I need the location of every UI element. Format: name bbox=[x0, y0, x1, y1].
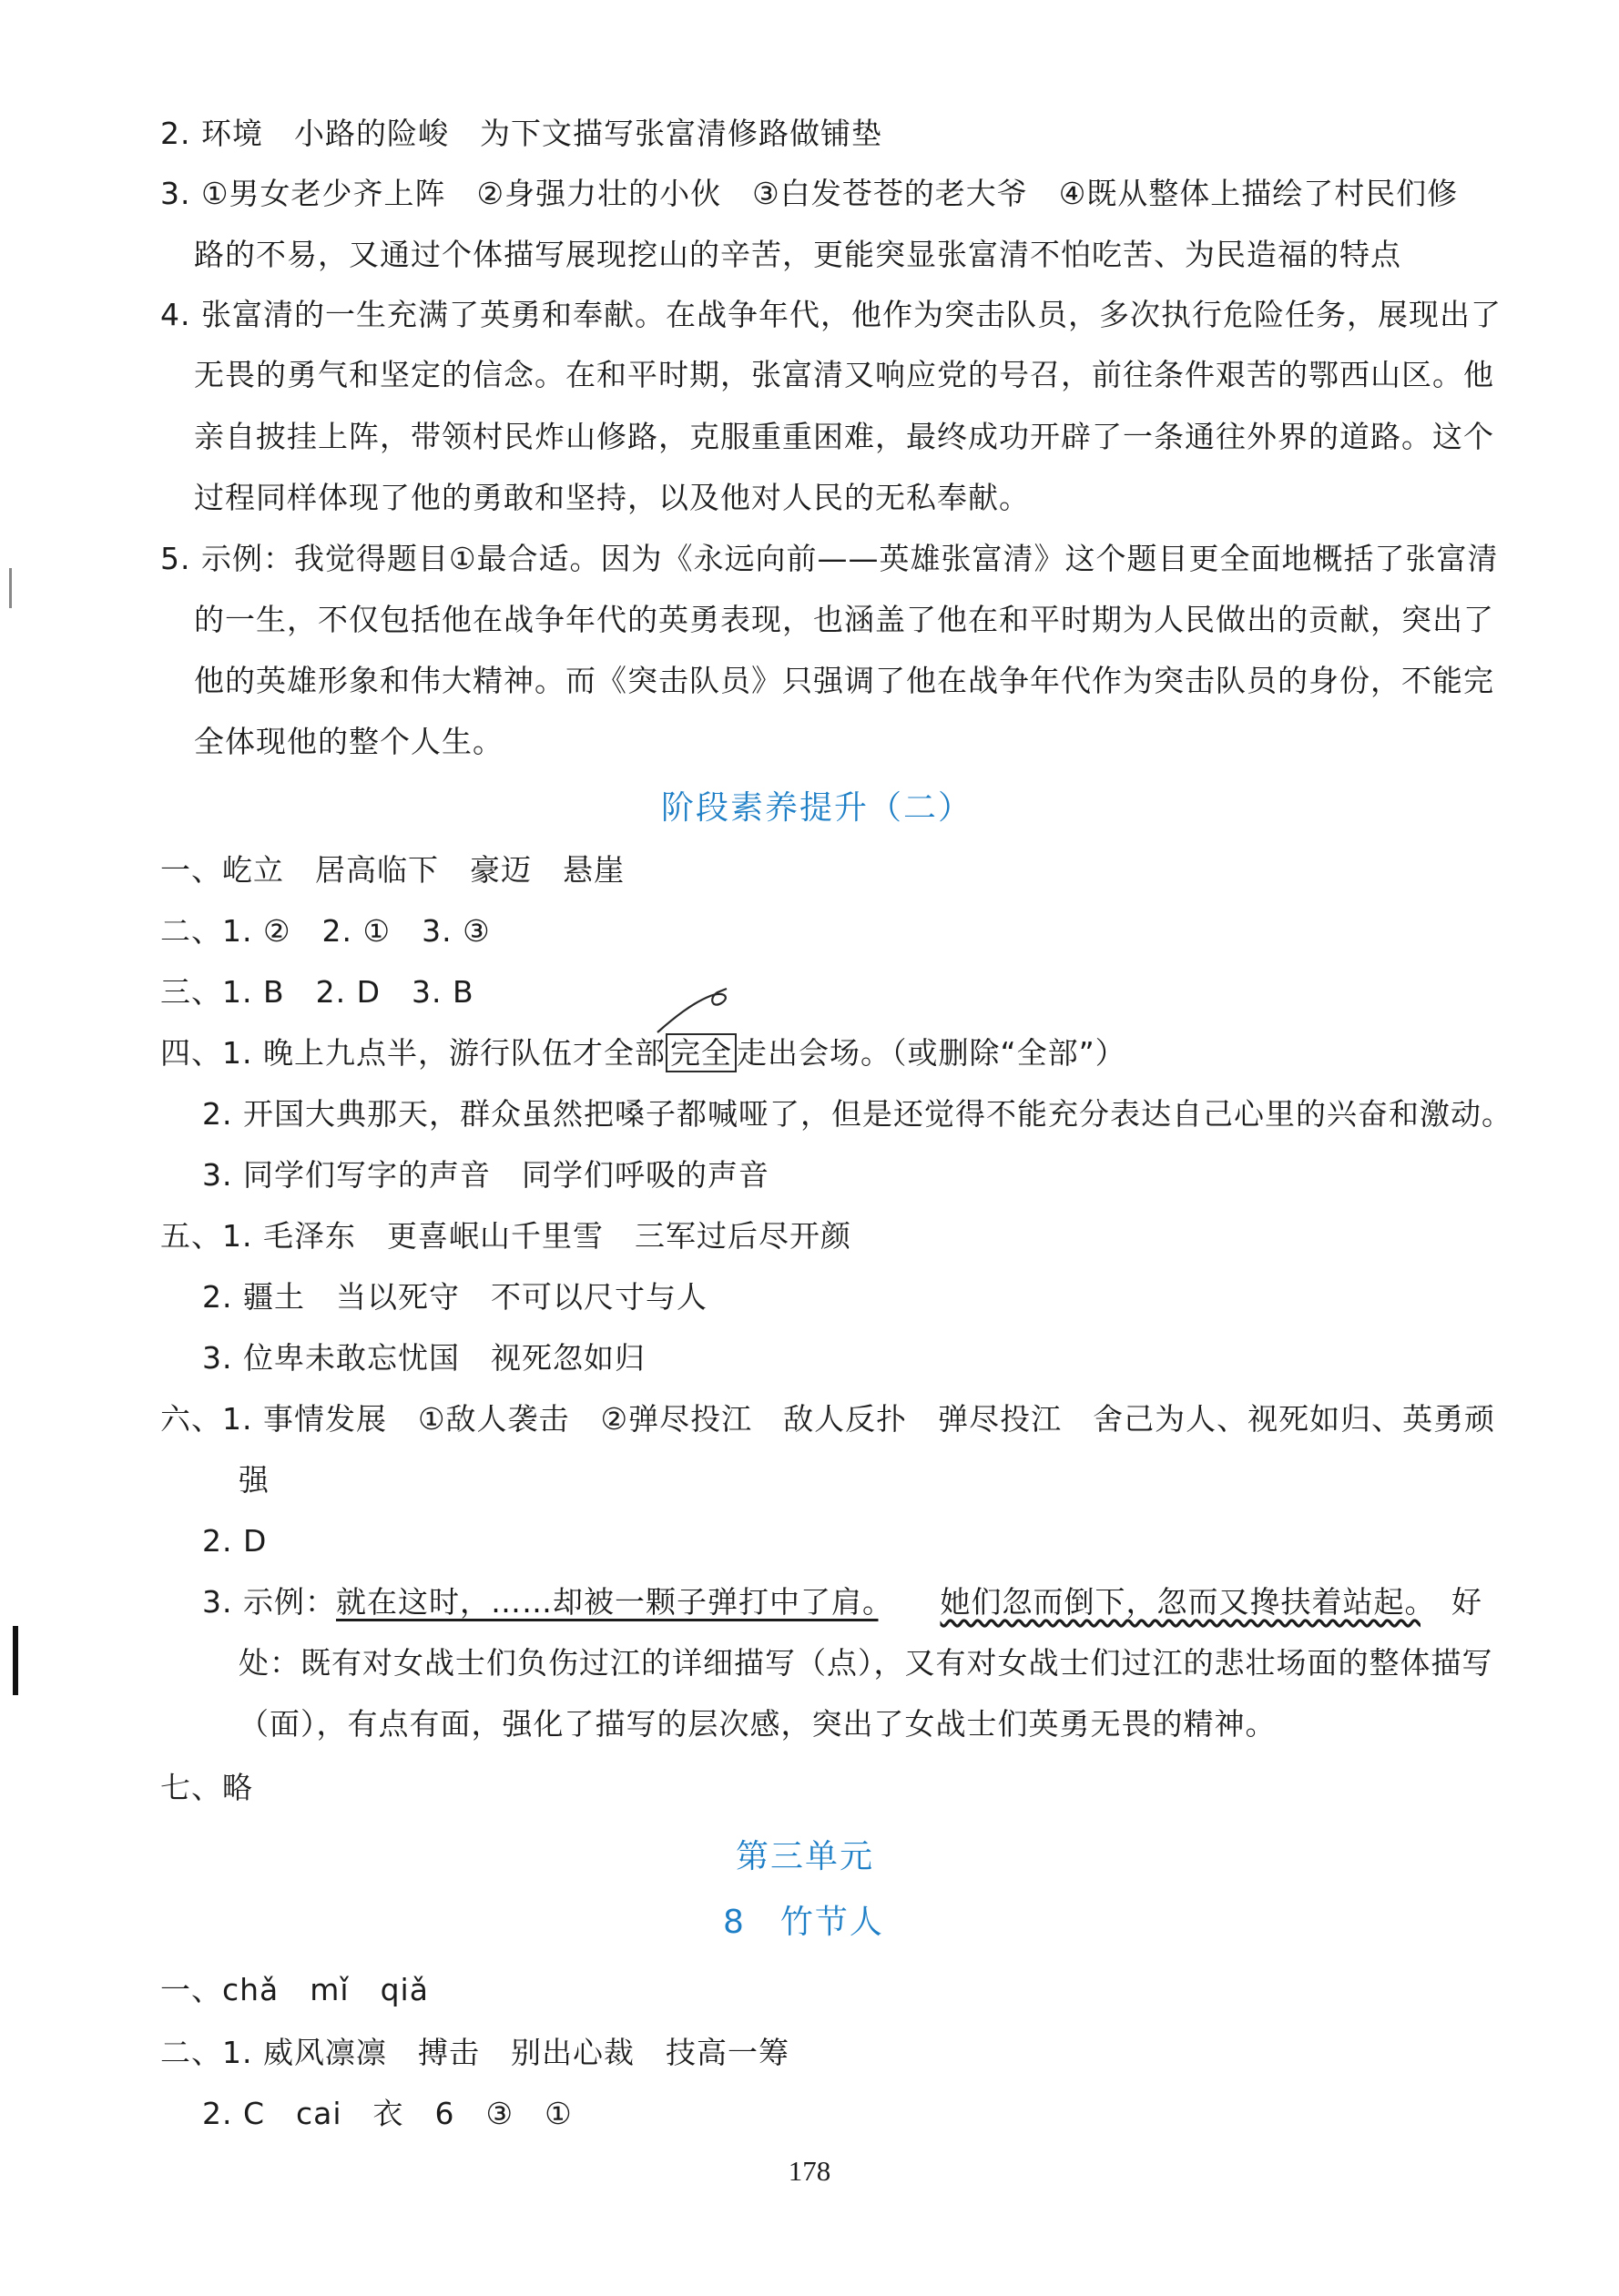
answer-line: 亲自披挂上阵，带领村民炸山修路，克服重重困难，最终成功开辟了一条通往外界的道路。这个 bbox=[194, 419, 1494, 454]
answer-line: 3. 位卑未敢忘忧国 视死忽如归 bbox=[202, 1340, 646, 1376]
answer-line: 五、1. 毛泽东 更喜岷山千里雪 三军过后尽开颜 bbox=[160, 1218, 851, 1254]
answer-line: 路的不易，又通过个体描写展现挖山的辛苦，更能突显张富清不怕吃苦、为民造福的特点 bbox=[194, 237, 1401, 272]
answer-line: 的一生，不仅包括他在战争年代的英勇表现，也涵盖了他在和平时期为人民做出的贡献，突出了 bbox=[194, 602, 1494, 637]
wavy-underlined-quote: 她们忽而倒下，忽而又搀扶着站起。 bbox=[940, 1584, 1420, 1620]
answer-line: 一、chǎ mǐ qiǎ bbox=[160, 1972, 429, 2007]
answer-text: 3. 示例： bbox=[202, 1584, 336, 1620]
answer-line: 一、屹立 居高临下 豪迈 悬崖 bbox=[160, 852, 625, 888]
answer-line: 六、1. 事情发展 ①敌人袭击 ②弹尽投江 敌人反扑 弹尽投江 舍己为人、视死如归、英勇顽 bbox=[160, 1401, 1496, 1437]
answer-line bbox=[160, 1033, 1126, 1073]
lesson-title: 8 竹节人 bbox=[723, 1904, 884, 1941]
answer-line: 全体现他的整个人生。 bbox=[194, 724, 504, 759]
answer-line: 2. D bbox=[202, 1523, 268, 1559]
answer-line: （面），有点有面，强化了描写的层次感，突出了女战士们英勇无畏的精神。 bbox=[239, 1706, 1277, 1742]
answer-line: 2. 环境 小路的险峻 为下文描写张富清修路做铺垫 bbox=[160, 116, 882, 151]
section-title: 阶段素养提升（二） bbox=[661, 789, 973, 827]
unit-title: 第三单元 bbox=[736, 1838, 875, 1875]
scan-edge-mark bbox=[13, 1626, 18, 1695]
boxed-word: 完全 bbox=[666, 1033, 737, 1072]
answer-line: 3. ①男女老少齐上阵 ②身强力壮的小伙 ③白发苍苍的老大爷 ④既从整体上描绘了村民们修 bbox=[160, 176, 1459, 211]
answer-line: 2. C cai 衣 6 ③ ① bbox=[202, 2096, 573, 2131]
answer-line: 二、1. ② 2. ① 3. ③ bbox=[160, 913, 491, 949]
answer-line: 强 bbox=[239, 1462, 270, 1498]
answer-text: 好 bbox=[1451, 1584, 1482, 1620]
answer-line: 无畏的勇气和坚定的信念。在和平时期，张富清又响应党的号召，前往条件艰苦的鄂西山区。他 bbox=[194, 357, 1494, 392]
answer-line: 5. 示例：我觉得题目①最合适。因为《永远向前——英雄张富清》这个题目更全面地概括了张富清 bbox=[160, 541, 1499, 576]
answer-text: 四、1. 晚上九点半，游行队伍才全部 bbox=[160, 1035, 666, 1071]
deletion-mark-icon bbox=[654, 983, 736, 1036]
answer-line: 3. 同学们写字的声音 同学们呼吸的声音 bbox=[202, 1157, 769, 1193]
answer-line: 4. 张富清的一生充满了英勇和奉献。在战争年代，他作为突击队员，多次执行危险任务，展现出了 bbox=[160, 297, 1502, 332]
answer-line: 2. 疆土 当以死守 不可以尺寸与人 bbox=[202, 1279, 708, 1315]
scan-edge-mark bbox=[9, 568, 12, 608]
answer-line: 处：既有对女战士们负伤过江的详细描写（点），又有对女战士们过江的悲壮场面的整体描写 bbox=[239, 1645, 1493, 1681]
answer-line: 他的英雄形象和伟大精神。而《突击队员》只强调了他在战争年代作为突击队员的身份，不能完 bbox=[194, 663, 1494, 698]
answer-line: 三、1. B 2. D 3. B bbox=[160, 974, 474, 1010]
answer-line: 2. 开国大典那天，群众虽然把嗓子都喊哑了，但是还觉得不能充分表达自己心里的兴奋和激动。 bbox=[202, 1096, 1512, 1132]
underlined-quote: 就在这时，……却被一颗子弹打中了肩。 bbox=[335, 1584, 879, 1620]
answer-line: 七、略 bbox=[160, 1770, 253, 1805]
answer-line: 过程同样体现了他的勇敢和坚持，以及他对人民的无私奉献。 bbox=[194, 480, 1030, 515]
answer-line: 二、1. 威风凛凛 搏击 别出心裁 技高一筹 bbox=[160, 2035, 789, 2070]
answer-text: 走出会场。（或删除“全部”） bbox=[736, 1035, 1126, 1071]
page-number: 178 bbox=[788, 2155, 831, 2187]
answer-line bbox=[202, 1582, 1482, 1622]
